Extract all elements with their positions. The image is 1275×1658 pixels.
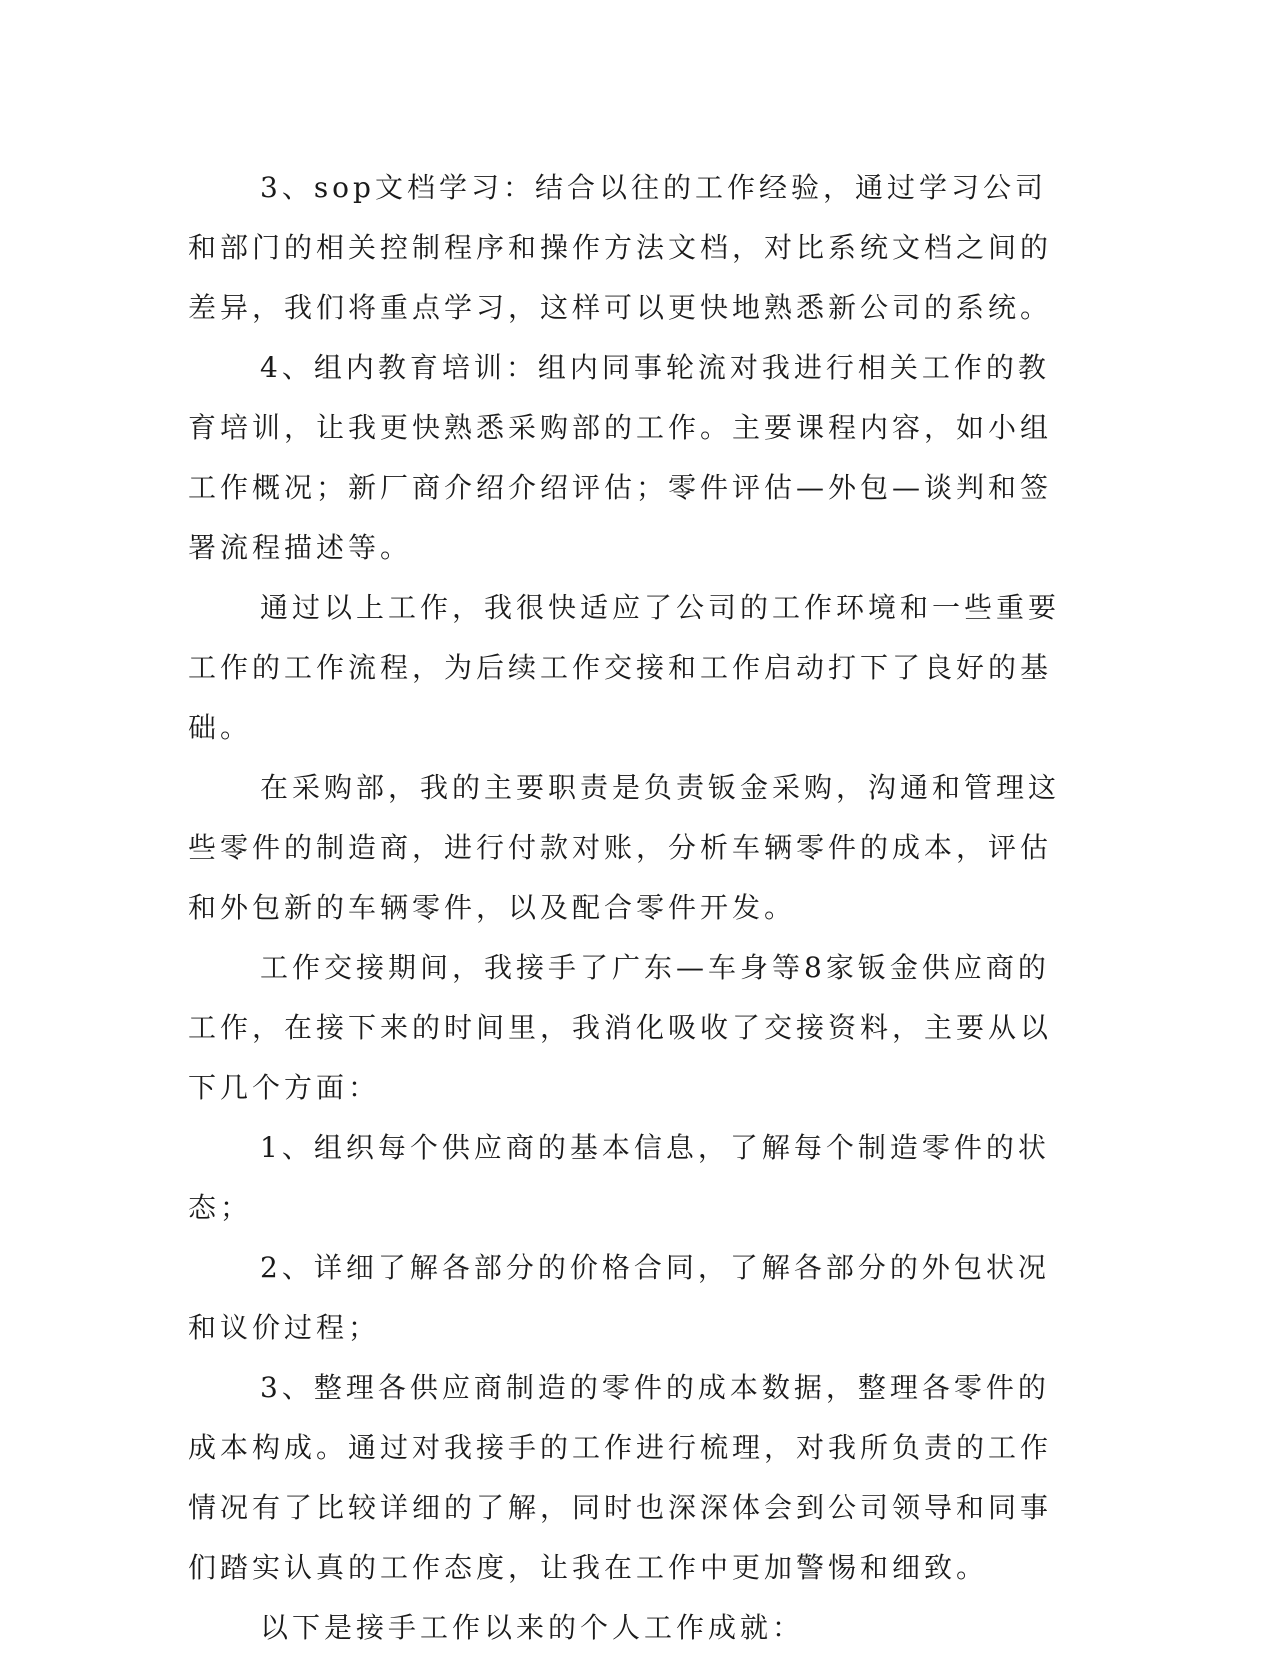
paragraph-adaptation-summary: 通过以上工作，我很快适应了公司的工作环境和一些重要工作的工作流程，为后续工作交接和工作启动打下了良好的基础。 [188, 591, 1061, 744]
paragraph-handover: 工作交接期间，我接手了广东—车身等8家钣金供应商的工作，在接下来的时间里，我消化吸收了交接资料，主要从以下几个方面： [188, 951, 1053, 1104]
document-body [188, 158, 1078, 1658]
paragraph-team-training: 4、组内教育培训：组内同事轮流对我进行相关工作的教育培训，让我更快熟悉采购部的工作。主要课程内容，如小组工作概况；新厂商介绍介绍评估；零件评估—外包—谈判和签署流程描述等。 [188, 351, 1053, 564]
paragraph-sop-study: 3、sop文档学习：结合以往的工作经验，通过学习公司和部门的相关控制程序和操作方法文档，对比系统文档之间的差异，我们将重点学习，这样可以更快地熟悉新公司的系统。 [188, 171, 1053, 324]
paragraph-item-supplier-info: 1、组织每个供应商的基本信息，了解每个制造零件的状态； [188, 1131, 1050, 1224]
paragraph-achievements-intro: 以下是接手工作以来的个人工作成就： [260, 1611, 805, 1644]
paragraph-item-cost-data: 3、整理各供应商制造的零件的成本数据，整理各零件的成本构成。通过对我接手的工作进行梳理，对我所负责的工作情况有了比较详细的了解，同时也深深体会到公司领导和同事们踏实认真的工作态度，让我在工作中更加警惕和细致。 [188, 1371, 1053, 1584]
paragraph-responsibilities: 在采购部，我的主要职责是负责钣金采购，沟通和管理这些零件的制造商，进行付款对账，分析车辆零件的成本，评估和外包新的车辆零件，以及配合零件开发。 [188, 771, 1061, 924]
paragraph-item-price-contracts: 2、详细了解各部分的价格合同，了解各部分的外包状况和议价过程； [188, 1251, 1050, 1344]
